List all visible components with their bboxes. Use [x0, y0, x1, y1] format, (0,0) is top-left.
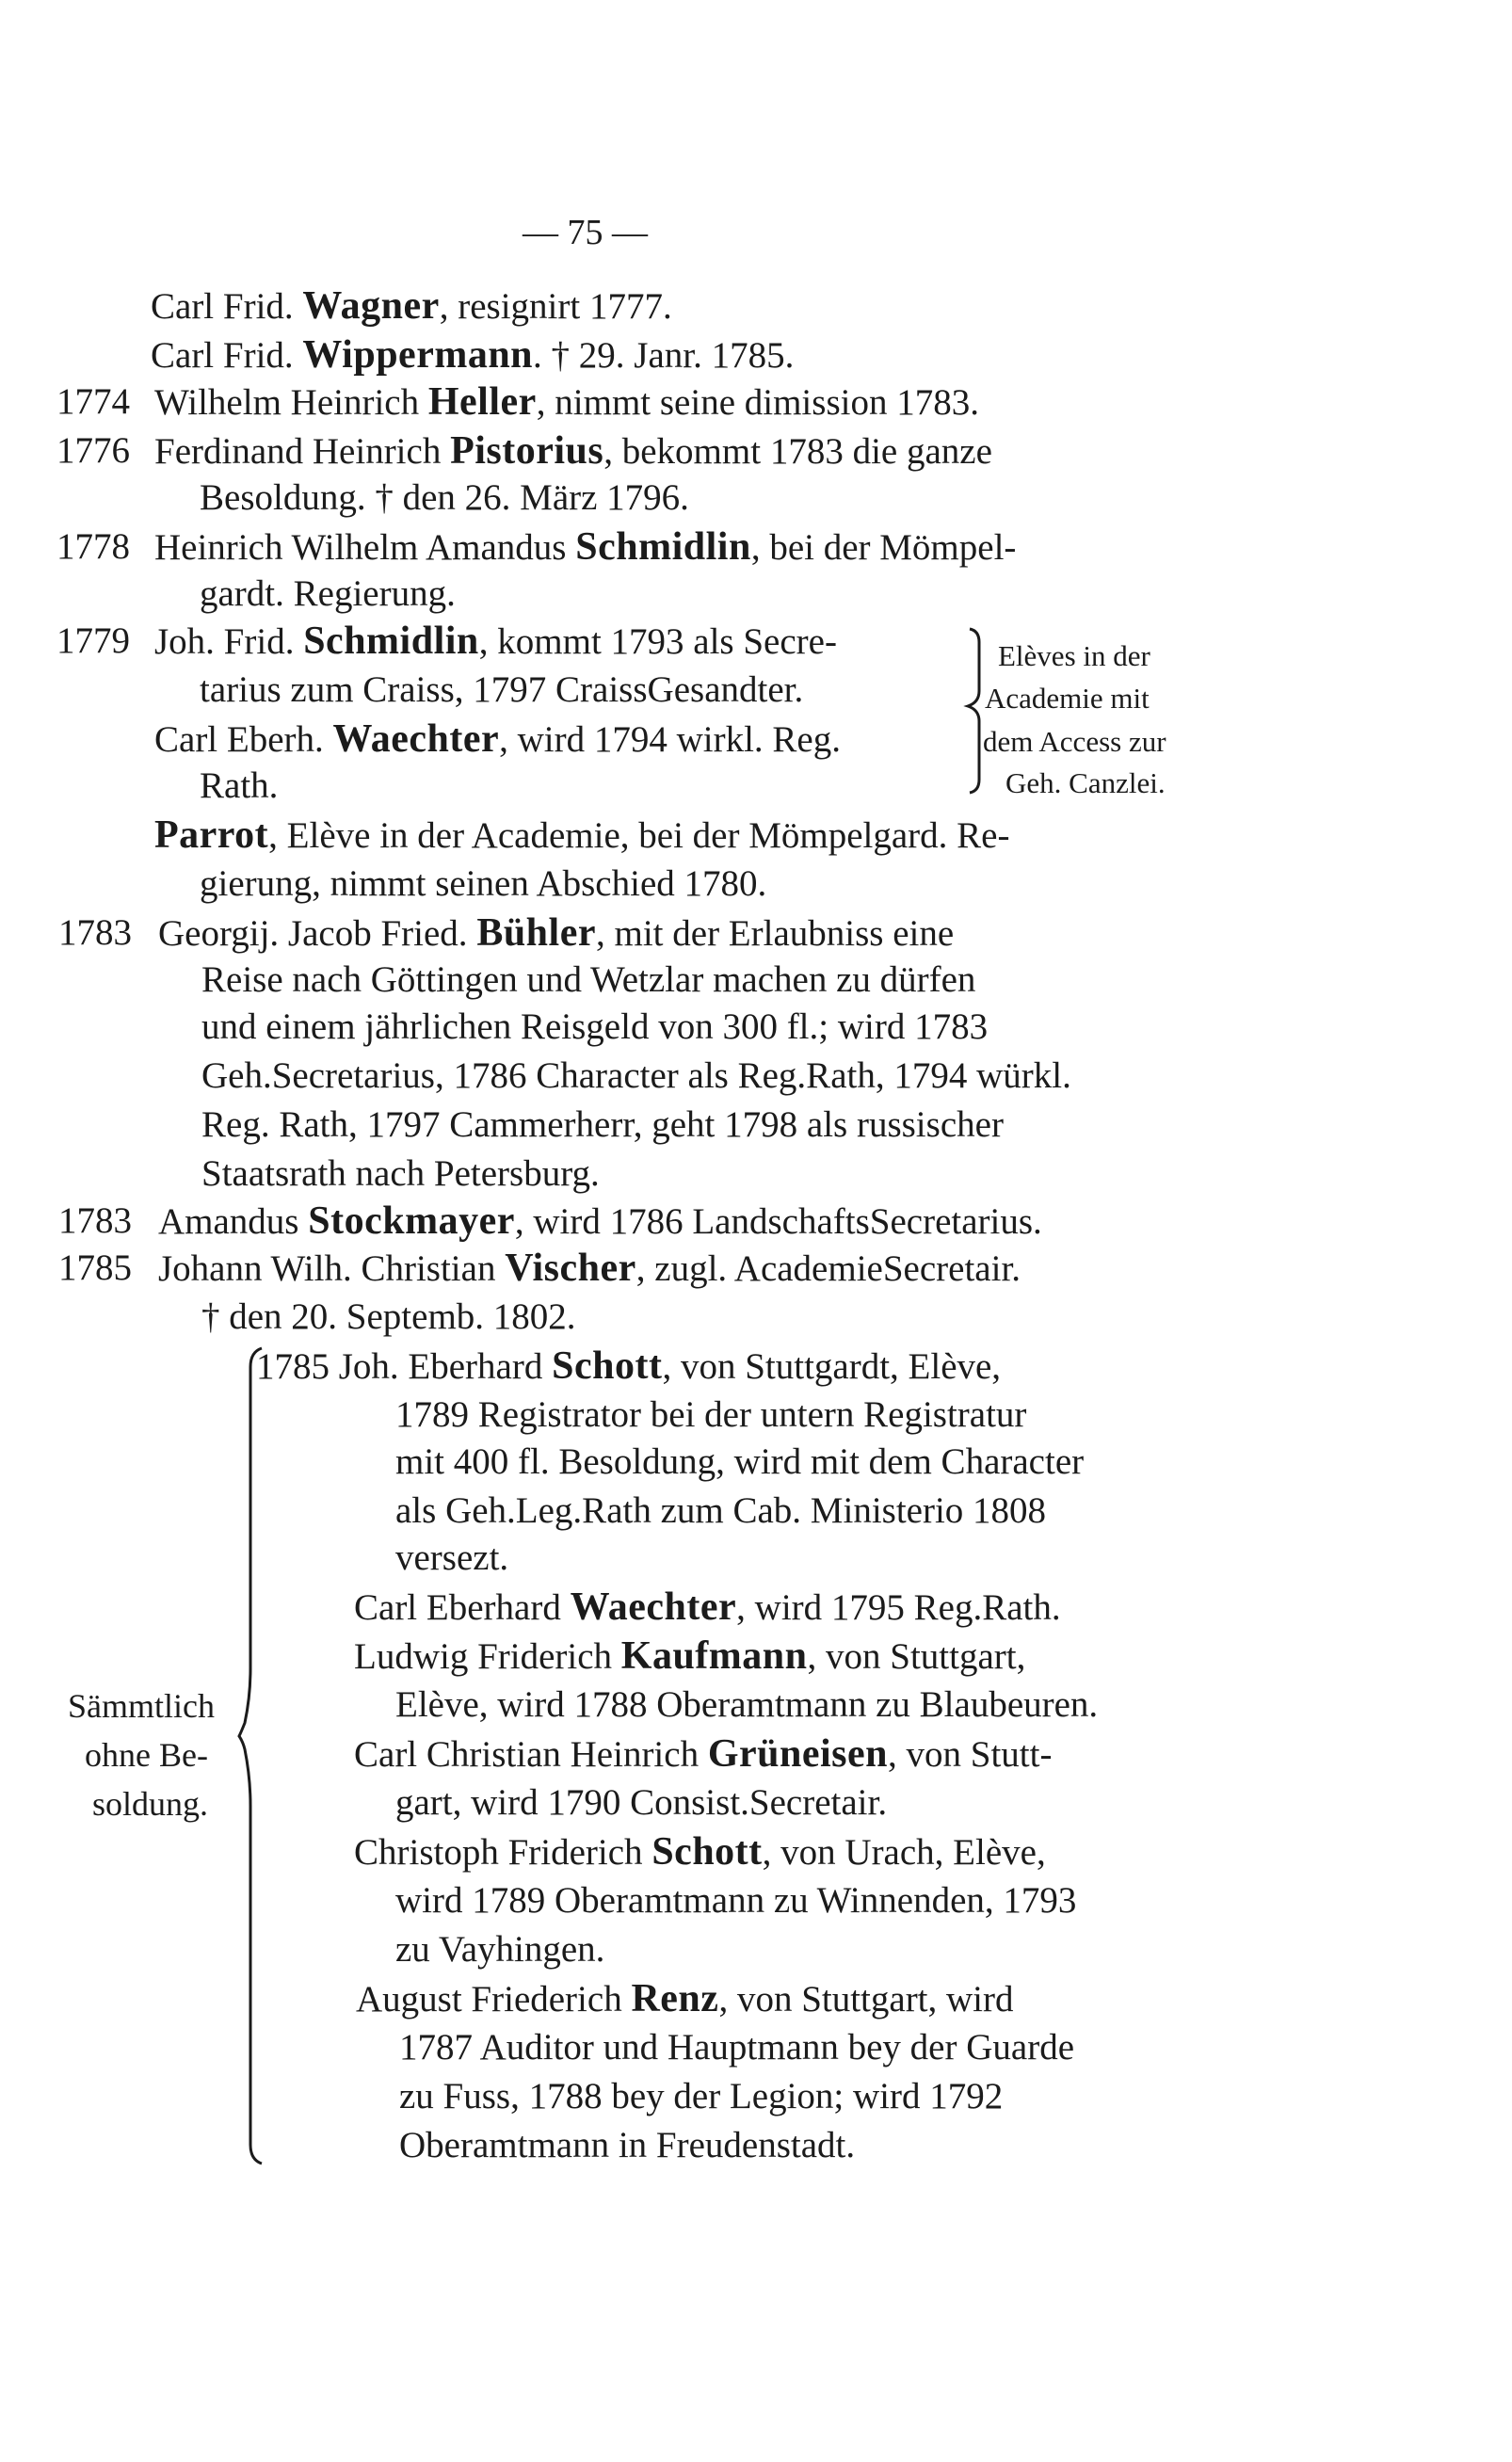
person-surname: Bühler — [476, 911, 596, 955]
entry-text: , mit der Erlaubniss eine — [596, 913, 955, 954]
page-number: — 75 — — [523, 213, 648, 252]
entry-text: † den 20. Septemb. 1802. — [201, 1296, 576, 1337]
entry-text: Rath. — [200, 765, 279, 806]
entry-text: Joh. Frid. — [154, 621, 304, 662]
entry-text: 1789 Registrator bei der untern Registratur — [395, 1394, 1027, 1435]
entry-text: Georgij. Jacob Fried. — [158, 913, 477, 954]
entry-text: , wird 1786 LandschaftsSecretarius. — [514, 1201, 1042, 1242]
person-surname: Schmidlin — [575, 525, 751, 569]
entry-text: Ferdinand Heinrich — [154, 431, 451, 472]
entry-text: Reise nach Göttingen und Wetzlar machen zu dürfen — [201, 959, 976, 1000]
entry-text: wird 1789 Oberamtmann zu Winnenden, 1793 — [395, 1880, 1077, 1921]
entry-text: , von Stuttgart, — [807, 1636, 1026, 1677]
entry-text: , von Stuttgardt, Elève, — [662, 1346, 1002, 1387]
left-brace — [239, 1348, 262, 2164]
entry-year: 1774 — [56, 381, 130, 422]
entry-text: Christoph Friderich — [354, 1832, 652, 1873]
entry-text: Reg. Rath, 1797 Cammerherr, geht 1798 als russischer — [201, 1104, 1004, 1145]
entry-text: zu Fuss, 1788 bey der Legion; wird 1792 — [399, 2076, 1004, 2116]
entry-text: Carl Frid. — [151, 286, 303, 327]
entry-text: , wird 1794 wirkl. Reg. — [499, 719, 841, 760]
right-brace — [968, 629, 979, 793]
person-surname: Parrot — [154, 813, 269, 857]
entry-text: Wilhelm Heinrich — [154, 382, 428, 423]
entry-text: Carl Eberh. — [154, 719, 333, 760]
person-surname: Waechter — [570, 1585, 737, 1629]
entry-text: , nimmt seine dimission 1783. — [536, 382, 979, 423]
entry-year: 1785 — [58, 1247, 132, 1288]
person-surname: Renz — [631, 1977, 719, 2020]
entry-text: , kommt 1793 als Secre- — [478, 621, 837, 662]
entry-text: als Geh.Leg.Rath zum Cab. Ministerio 1808 — [395, 1490, 1047, 1531]
entry-text: August Friederich — [356, 1979, 632, 2019]
entry-text: Amandus — [158, 1201, 309, 1242]
person-surname: Waechter — [332, 717, 500, 761]
entry-text: Johann Wilh. Christian — [158, 1248, 506, 1289]
person-surname: Wagner — [302, 284, 440, 328]
person-surname: Pistorius — [450, 429, 604, 473]
entry-text: gierung, nimmt seinen Abschied 1780. — [200, 863, 767, 904]
entry-year: 1783 — [58, 912, 132, 953]
entry-text: tarius zum Craiss, 1797 CraissGesandter. — [200, 669, 804, 710]
entry-text: . † 29. Janr. 1785. — [533, 335, 795, 376]
entry-text: Carl Christian Heinrich — [354, 1734, 708, 1775]
entry-text: , zugl. AcademieSecretair. — [635, 1248, 1021, 1289]
entry-text: , bekommt 1783 die ganze — [603, 431, 992, 472]
side-note-left-line: Sämmtlich — [68, 1687, 215, 1725]
entry-year: 1778 — [56, 526, 130, 567]
person-surname: Grüneisen — [707, 1732, 889, 1776]
entry-text: Heinrich Wilhelm Amandus — [154, 527, 576, 568]
entry-text: mit 400 fl. Besoldung, wird mit dem Character — [395, 1441, 1085, 1482]
person-surname: Schott — [552, 1344, 663, 1388]
entry-text: Carl Frid. — [151, 335, 303, 376]
person-surname: Kaufmann — [620, 1634, 808, 1678]
entry-text: Geh.Secretarius, 1786 Character als Reg.Rath, 1794 würkl. — [201, 1055, 1071, 1096]
entry-year: 1783 — [58, 1200, 132, 1241]
entry-text: Ludwig Friderich — [354, 1636, 621, 1677]
entry-text: , resignirt 1777. — [439, 286, 672, 327]
entry-text: Staatsrath nach Petersburg. — [201, 1153, 600, 1194]
person-surname: Stockmayer — [308, 1199, 515, 1243]
entry-text: 1785 Joh. Eberhard — [256, 1346, 553, 1387]
entry-text: , von Urach, Elève, — [762, 1832, 1046, 1873]
entry-text: zu Vayhingen. — [395, 1929, 605, 1970]
entry-text: versezt. — [395, 1537, 509, 1578]
side-note-left-line: soldung. — [92, 1785, 209, 1823]
entry-text: Carl Eberhard — [354, 1587, 571, 1628]
entry-text: , wird 1795 Reg.Rath. — [736, 1587, 1061, 1628]
person-surname: Wippermann — [302, 333, 534, 377]
person-surname: Schott — [651, 1830, 763, 1874]
side-note-left-line: ohne Be- — [85, 1736, 208, 1774]
entry-year: 1779 — [56, 620, 130, 661]
entry-year: 1776 — [56, 430, 130, 471]
side-note-right-line: Geh. Canzlei. — [1005, 766, 1166, 799]
entry-text: , von Stuttgart, wird — [718, 1979, 1014, 2019]
entry-text: Oberamtmann in Freudenstadt. — [399, 2125, 856, 2165]
entry-text: 1787 Auditor und Hauptmann bey der Guarde — [399, 2027, 1075, 2068]
person-surname: Schmidlin — [303, 620, 479, 663]
side-note-right-line: Academie mit — [985, 682, 1150, 715]
person-surname: Heller — [427, 380, 537, 424]
side-note-right-line: dem Access zur — [983, 725, 1166, 758]
entry-text: Besoldung. † den 26. März 1796. — [200, 477, 689, 518]
entry-text: , von Stutt- — [888, 1734, 1053, 1775]
entry-text: , bei der Mömpel- — [750, 527, 1017, 568]
entry-text: , Elève in der Academie, bei der Mömpelgard. Re- — [268, 815, 1010, 856]
entry-text: Elève, wird 1788 Oberamtmann zu Blaubeuren. — [395, 1684, 1099, 1725]
side-note-right-line: Elèves in der — [998, 639, 1150, 672]
entry-text: gart, wird 1790 Consist.Secretair. — [395, 1782, 888, 1823]
person-surname: Vischer — [505, 1247, 636, 1290]
entry-text: und einem jährlichen Reisgeld von 300 fl.; wird 1783 — [201, 1006, 989, 1047]
entry-text: gardt. Regierung. — [200, 573, 456, 614]
